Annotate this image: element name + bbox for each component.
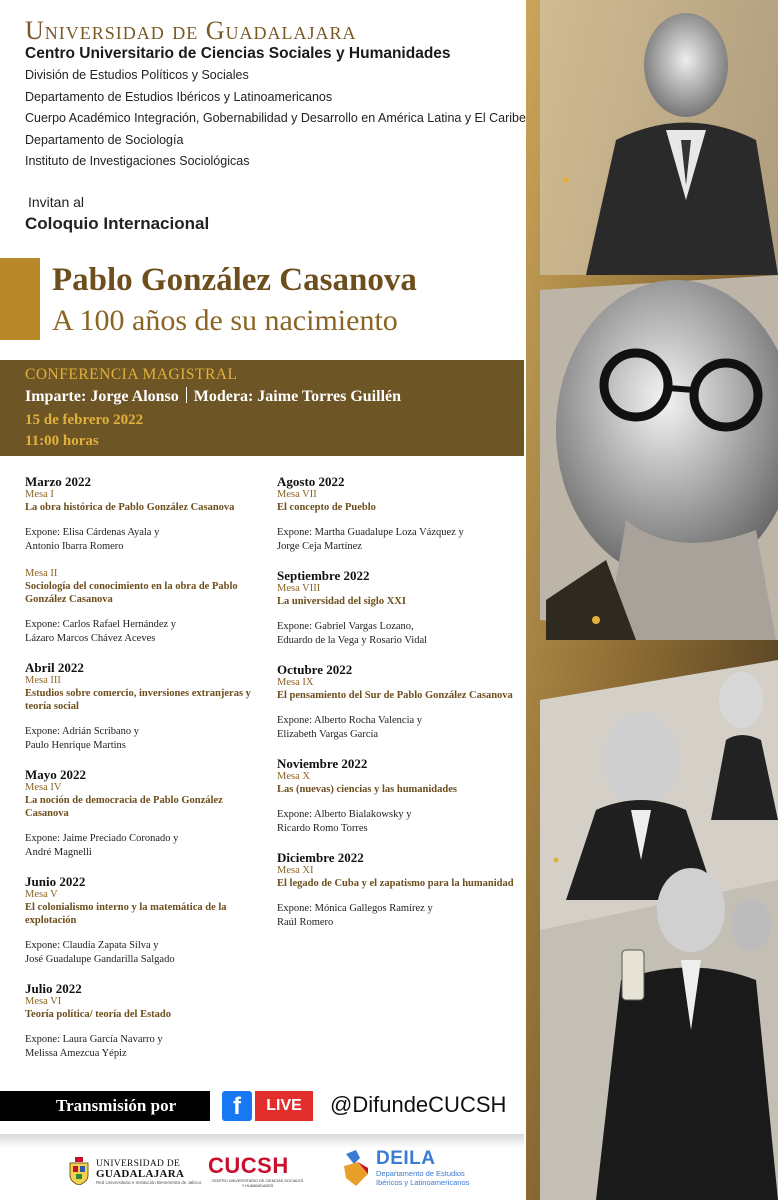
session-number: Mesa III [25, 675, 61, 686]
speaker-line: Ricardo Romo Torres [277, 823, 368, 834]
session-number: Mesa XI [277, 865, 314, 876]
month-heading: Abril 2022 [25, 660, 84, 675]
session-speakers [277, 526, 517, 554]
session-speakers [25, 526, 265, 554]
deila-tagline-line2: Ibéricos y Latinoamericanos [376, 1178, 470, 1187]
speaker-line: André Magnelli [25, 847, 92, 858]
session-topic: Sociología del conocimiento en la obra de Pablo González Casanova [25, 581, 238, 605]
month-heading: Noviembre 2022 [277, 756, 368, 771]
department-line: División de Estudios Políticos y Sociales [25, 68, 249, 82]
deila-logo [340, 1148, 470, 1190]
footer-divider [0, 1134, 524, 1148]
udg-logo [68, 1157, 208, 1187]
session-item [25, 996, 265, 1061]
session-speakers [277, 902, 517, 930]
session-topic: Las (nuevas) ciencias y las humanidades [277, 784, 457, 795]
session-speakers [277, 620, 517, 648]
session-topic: El concepto de Pueblo [277, 502, 376, 513]
portrait-collage-image [526, 0, 778, 1200]
month-heading: Junio 2022 [25, 874, 86, 889]
keynote-label: CONFERENCIA MAGISTRAL [25, 366, 238, 383]
month-heading: Mayo 2022 [25, 767, 87, 782]
social-handle-link[interactable]: @DifundeCUCSH [330, 1092, 507, 1117]
session-item [25, 489, 265, 554]
deila-tagline-line1: Departamento de Estudios [376, 1169, 465, 1178]
department-line: Cuerpo Académico Integración, Gobernabilidad y Desarrollo en América Latina y El Caribe [25, 111, 526, 125]
speaker-line: José Guadalupe Gandarilla Salgado [25, 954, 175, 965]
live-badge: LIVE [255, 1091, 313, 1121]
event-type: Coloquio Internacional [25, 214, 210, 233]
month-heading: Agosto 2022 [277, 474, 345, 489]
speaker-line: Expone: Claudia Zapata Silva y [25, 940, 159, 951]
transmission-label: Transmisión por [56, 1096, 177, 1115]
session-item [277, 677, 517, 742]
udg-tagline: Red Universitaria e Institución Benemérita de Jalisco [96, 1180, 202, 1185]
session-item [277, 771, 517, 836]
cucsh-name: CUCSH [208, 1153, 289, 1178]
invite-text: Invitan al [28, 194, 85, 210]
keynote-speakers [25, 387, 401, 406]
page-title: Pablo González Casanova [52, 262, 417, 298]
speaker-line: Elizabeth Vargas García [277, 729, 379, 740]
speaker-line: Jorge Ceja Martínez [277, 541, 362, 552]
speaker-line: Lázaro Marcos Chávez Aceves [25, 633, 156, 644]
session-speakers [25, 725, 265, 753]
session-number: Mesa VII [277, 489, 317, 500]
session-topic: La universidad del siglo XXI [277, 596, 406, 607]
udg-crest-icon [68, 1157, 90, 1185]
keynote-time: 11:00 horas [25, 433, 99, 449]
deila-tagline [376, 1169, 469, 1187]
deila-mark-icon [340, 1148, 372, 1188]
session-item [277, 865, 517, 930]
month-heading: Diciembre 2022 [277, 850, 364, 865]
session-number: Mesa IX [277, 677, 314, 688]
session-item [25, 675, 265, 753]
session-speakers [25, 618, 265, 646]
month-block [277, 850, 517, 930]
speaker-line: Expone: Martha Guadalupe Loza Vázquez y [277, 527, 464, 538]
month-block [277, 756, 517, 836]
session-topic: El pensamiento del Sur de Pablo González Casanova [277, 690, 513, 701]
speaker-line: Eduardo de la Vega y Rosario Vidal [277, 635, 428, 646]
photo-collage [526, 0, 778, 1200]
session-speakers [277, 714, 517, 742]
session-speakers [25, 1033, 265, 1061]
month-block [25, 767, 265, 860]
speaker-line: Expone: Jaime Preciado Coronado y [25, 833, 179, 844]
session-speakers [25, 832, 265, 860]
speaker-line: Expone: Alberto Bialakowsky y [277, 809, 412, 820]
schedule-column-left [25, 474, 265, 1075]
keynote-moderator: Modera: Jaime Torres Guillén [193, 388, 402, 405]
month-block [277, 568, 517, 648]
udg-name-line2: GUADALAJARA [96, 1168, 185, 1180]
divider [186, 387, 187, 403]
session-number: Mesa I [25, 489, 54, 500]
session-number: Mesa V [25, 889, 58, 900]
keynote-date: 15 de febrero 2022 [25, 412, 144, 428]
speaker-line: Expone: Elisa Cárdenas Ayala y [25, 527, 160, 538]
schedule-column-right [277, 474, 517, 944]
udg-name-line1: UNIVERSIDAD DE [96, 1159, 181, 1169]
speaker-line: Expone: Gabriel Vargas Lozano, [277, 621, 414, 632]
session-item [25, 889, 265, 967]
department-line: Instituto de Investigaciones Sociológicas [25, 154, 250, 168]
month-block [277, 662, 517, 742]
month-block [25, 981, 265, 1061]
keynote-band [0, 360, 524, 456]
cucsh-tagline: CENTRO UNIVERSITARIO DE CIENCIAS SOCIALES Y HUMANIDADES [211, 1179, 304, 1188]
title-accent-bar [0, 258, 40, 340]
session-item [25, 782, 265, 860]
session-topic: Teoría política/ teoría del Estado [25, 1009, 172, 1020]
session-speakers [25, 939, 265, 967]
page-subtitle: A 100 años de su nacimiento [52, 304, 398, 337]
session-speakers [277, 808, 517, 836]
udg-name [96, 1159, 184, 1180]
month-block [277, 474, 517, 554]
session-number: Mesa VI [25, 996, 62, 1007]
month-block [25, 660, 265, 753]
university-name: Universidad de Guadalajara [25, 16, 357, 45]
session-topic: La noción de democracia de Pablo González Casanova [25, 795, 223, 819]
session-item [277, 583, 517, 648]
month-heading: Julio 2022 [25, 981, 82, 996]
department-line: Departamento de Sociología [25, 133, 184, 147]
session-number: Mesa IV [25, 782, 62, 793]
session-number: Mesa II [25, 568, 58, 579]
speaker-line: Expone: Laura García Navarro y [25, 1034, 163, 1045]
month-block [25, 874, 265, 967]
session-item [25, 568, 265, 646]
session-number: Mesa X [277, 771, 310, 782]
facebook-icon[interactable]: f [222, 1091, 252, 1121]
keynote-speaker: Imparte: Jorge Alonso [25, 388, 179, 405]
month-heading: Septiembre 2022 [277, 568, 370, 583]
speaker-line: Raúl Romero [277, 917, 334, 928]
speaker-line: Expone: Carlos Rafael Hernández y [25, 619, 177, 630]
session-topic: El colonialismo interno y la matemática de la explotación [25, 902, 227, 926]
session-topic: El legado de Cuba y el zapatismo para la humanidad [277, 878, 514, 889]
cucsh-logo [206, 1153, 306, 1191]
session-number: Mesa VIII [277, 583, 321, 594]
department-line: Departamento de Estudios Ibéricos y Latinoamericanos [25, 90, 333, 104]
speaker-line: Antonio Ibarra Romero [25, 541, 124, 552]
month-block [25, 474, 265, 646]
speaker-line: Expone: Adrián Scribano y [25, 726, 140, 737]
deila-name: DEILA [376, 1148, 436, 1169]
speaker-line: Paulo Henrique Martins [25, 740, 126, 751]
month-heading: Octubre 2022 [277, 662, 353, 677]
session-topic: La obra histórica de Pablo González Casanova [25, 502, 235, 513]
speaker-line: Expone: Mónica Gallegos Ramírez y [277, 903, 433, 914]
speaker-line: Melissa Amezcua Yépiz [25, 1048, 127, 1059]
session-topic: Estudios sobre comercio, inversiones extranjeras y teoría social [25, 688, 251, 712]
speaker-line: Expone: Alberto Rocha Valencia y [277, 715, 423, 726]
month-heading: Marzo 2022 [25, 474, 92, 489]
center-name: Centro Universitario de Ciencias Sociales y Humanidades [25, 45, 451, 62]
session-item [277, 489, 517, 554]
